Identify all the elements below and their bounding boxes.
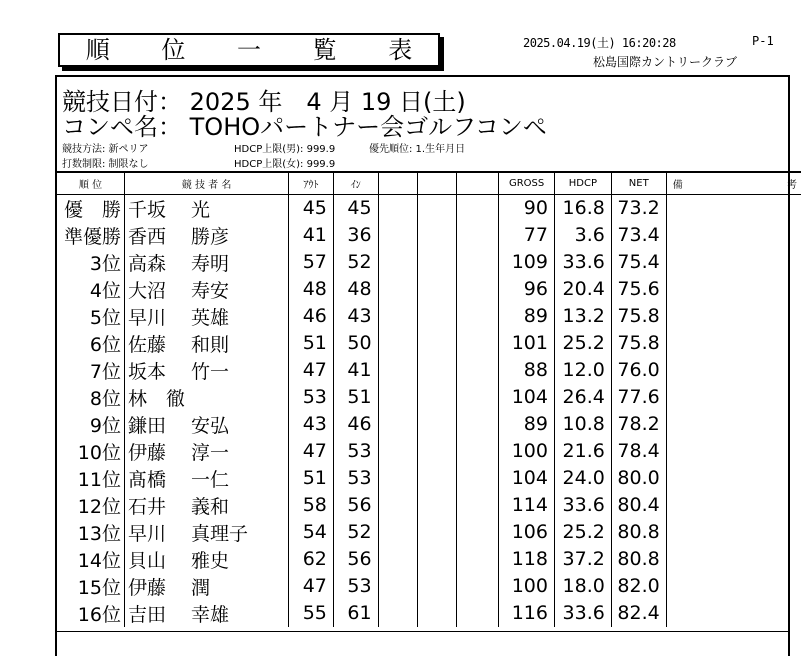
player-name-cell: 千坂 光 — [124, 194, 288, 222]
note-cell — [666, 276, 801, 303]
blank-cell — [378, 519, 417, 546]
note-cell — [666, 330, 801, 357]
out-score-cell: 47 — [289, 357, 334, 384]
col-blank-2-header — [417, 172, 456, 194]
print-datetime: 2025.04.19(土) 16:20:28 — [523, 36, 676, 50]
note-cell — [666, 222, 801, 249]
blank-cell — [457, 600, 499, 627]
player-name-cell: 坂本 竹一 — [124, 357, 288, 384]
note-cell — [666, 357, 801, 384]
col-hdcp-header: HDCP — [554, 172, 611, 194]
table-row — [57, 194, 801, 222]
rank-cell: 15位 — [77, 576, 121, 599]
blank-cell — [378, 492, 417, 519]
note-cell — [666, 249, 801, 276]
out-score-cell: 48 — [289, 276, 334, 303]
blank-cell — [417, 384, 456, 411]
col-blank-1-header — [378, 172, 417, 194]
note-cell — [666, 303, 801, 330]
out-score-cell: 58 — [289, 492, 334, 519]
hdcp-cell: 25.2 — [554, 330, 611, 357]
blank-cell — [457, 222, 499, 249]
gross-cell: 100 — [499, 438, 555, 465]
table-row — [57, 357, 801, 384]
blank-cell — [417, 573, 456, 600]
net-cell: 78.2 — [611, 411, 666, 438]
table-row — [57, 249, 801, 276]
gross-cell: 101 — [499, 330, 555, 357]
in-score-cell: 46 — [333, 411, 378, 438]
net-cell: 75.8 — [611, 303, 666, 330]
player-name-cell: 鎌田 安弘 — [124, 411, 288, 438]
blank-cell — [417, 546, 456, 573]
event-date-label: 競技日付： — [62, 88, 182, 116]
col-note-header — [666, 172, 801, 194]
blank-cell — [378, 438, 417, 465]
net-cell: 77.6 — [611, 384, 666, 411]
rank-cell: 9位 — [89, 414, 121, 437]
blank-cell — [378, 194, 417, 222]
note-cell — [666, 546, 801, 573]
rank-cell: 11位 — [77, 468, 121, 491]
blank-cell — [417, 357, 456, 384]
out-score-cell: 47 — [289, 573, 334, 600]
player-name-cell: 伊藤 潤 — [124, 573, 288, 600]
blank-cell — [417, 222, 456, 249]
out-score-cell: 51 — [289, 465, 334, 492]
col-rank-header: 順 位 — [57, 172, 124, 194]
out-score-cell: 55 — [289, 600, 334, 627]
blank-cell — [378, 330, 417, 357]
in-score-cell: 53 — [333, 438, 378, 465]
gross-cell: 116 — [499, 600, 555, 627]
hdcp-limit-female: HDCP上限(女): 999.9 — [234, 159, 336, 170]
hdcp-cell: 12.0 — [554, 357, 611, 384]
in-score-cell: 51 — [333, 384, 378, 411]
rank-cell: 優 勝 — [63, 198, 121, 221]
gross-cell: 90 — [499, 194, 555, 222]
rank-cell: 4位 — [89, 279, 121, 302]
blank-cell — [378, 303, 417, 330]
blank-cell — [417, 438, 456, 465]
player-name-cell: 吉田 幸雄 — [124, 600, 288, 627]
blank-cell — [417, 411, 456, 438]
in-score-cell: 53 — [333, 465, 378, 492]
blank-cell — [457, 384, 499, 411]
event-name-value: TOHOパートナー会ゴルフコンペ — [189, 113, 547, 141]
in-score-cell: 56 — [333, 492, 378, 519]
gross-cell: 77 — [499, 222, 555, 249]
out-score-cell: 41 — [289, 222, 334, 249]
gross-cell: 104 — [499, 384, 555, 411]
note-header-left: 備 — [672, 179, 683, 191]
rank-cell: 13位 — [77, 522, 121, 545]
blank-cell — [457, 573, 499, 600]
player-name-cell: 伊藤 淳一 — [124, 438, 288, 465]
out-score-cell: 45 — [289, 194, 334, 222]
gross-cell: 100 — [499, 573, 555, 600]
blank-cell — [457, 492, 499, 519]
table-row — [57, 492, 801, 519]
hdcp-cell: 33.6 — [554, 600, 611, 627]
player-name-cell: 林 徹 — [124, 384, 288, 411]
table-row — [57, 600, 801, 627]
in-score-cell: 43 — [333, 303, 378, 330]
gross-cell: 104 — [499, 465, 555, 492]
note-cell — [666, 492, 801, 519]
col-gross-header: GROSS — [499, 172, 555, 194]
out-score-cell: 53 — [289, 384, 334, 411]
blank-cell — [457, 249, 499, 276]
rank-cell: 準優勝 — [63, 225, 121, 248]
blank-cell — [378, 222, 417, 249]
hdcp-cell: 18.0 — [554, 573, 611, 600]
player-name-cell: 髙橋 一仁 — [124, 465, 288, 492]
out-score-cell: 47 — [289, 438, 334, 465]
blank-cell — [378, 357, 417, 384]
note-cell — [666, 600, 801, 627]
note-cell — [666, 384, 801, 411]
table-header-row — [57, 172, 801, 194]
event-name-line — [62, 107, 547, 142]
page-number: P-1 — [752, 34, 774, 48]
blank-cell — [378, 600, 417, 627]
blank-cell — [417, 276, 456, 303]
note-header-right: 考 — [787, 179, 797, 191]
blank-cell — [378, 546, 417, 573]
hdcp-cell: 26.4 — [554, 384, 611, 411]
gross-cell: 89 — [499, 303, 555, 330]
competition-method: 競技方法: 新ペリア — [62, 144, 149, 155]
gross-cell: 109 — [499, 249, 555, 276]
net-cell: 80.4 — [611, 492, 666, 519]
in-score-cell: 53 — [333, 573, 378, 600]
blank-cell — [457, 438, 499, 465]
rank-cell: 10位 — [77, 441, 121, 464]
player-name-cell: 貝山 雅史 — [124, 546, 288, 573]
note-cell — [666, 519, 801, 546]
blank-cell — [378, 276, 417, 303]
blank-cell — [417, 492, 456, 519]
hdcp-cell: 10.8 — [554, 411, 611, 438]
net-cell: 75.4 — [611, 249, 666, 276]
blank-cell — [417, 465, 456, 492]
report-title-box — [58, 33, 440, 67]
net-cell: 75.6 — [611, 276, 666, 303]
in-score-cell: 36 — [333, 222, 378, 249]
rank-cell: 7位 — [89, 360, 121, 383]
blank-cell — [457, 194, 499, 222]
player-name-cell: 香西 勝彦 — [124, 222, 288, 249]
in-score-cell: 45 — [333, 194, 378, 222]
table-row — [57, 519, 801, 546]
col-out-header: ｱｳﾄ — [289, 172, 334, 194]
net-cell: 82.4 — [611, 600, 666, 627]
blank-cell — [378, 249, 417, 276]
gross-cell: 114 — [499, 492, 555, 519]
hdcp-cell: 13.2 — [554, 303, 611, 330]
player-name-cell: 早川 英雄 — [124, 303, 288, 330]
net-cell: 82.0 — [611, 573, 666, 600]
blank-cell — [378, 411, 417, 438]
net-cell: 73.4 — [611, 222, 666, 249]
net-cell: 75.8 — [611, 330, 666, 357]
blank-cell — [457, 276, 499, 303]
hdcp-cell: 16.8 — [554, 194, 611, 222]
out-score-cell: 51 — [289, 330, 334, 357]
results-table — [57, 171, 801, 627]
col-name-header: 競 技 者 名 — [124, 172, 288, 194]
gross-cell: 118 — [499, 546, 555, 573]
rank-cell: 5位 — [89, 306, 121, 329]
in-score-cell: 48 — [333, 276, 378, 303]
in-score-cell: 50 — [333, 330, 378, 357]
player-name-cell: 高森 寿明 — [124, 249, 288, 276]
net-cell: 80.8 — [611, 519, 666, 546]
blank-cell — [417, 303, 456, 330]
in-score-cell: 56 — [333, 546, 378, 573]
rank-cell: 3位 — [89, 252, 121, 275]
blank-cell — [457, 411, 499, 438]
blank-cell — [457, 303, 499, 330]
blank-cell — [457, 357, 499, 384]
rank-cell: 16位 — [77, 603, 121, 626]
col-blank-3-header — [457, 172, 499, 194]
out-score-cell: 62 — [289, 546, 334, 573]
gross-cell: 88 — [499, 357, 555, 384]
player-name-cell: 佐藤 和則 — [124, 330, 288, 357]
blank-cell — [417, 330, 456, 357]
out-score-cell: 57 — [289, 249, 334, 276]
blank-cell — [378, 384, 417, 411]
col-net-header: NET — [611, 172, 666, 194]
table-row — [57, 573, 801, 600]
gross-cell: 96 — [499, 276, 555, 303]
table-row — [57, 303, 801, 330]
player-name-cell: 大沼 寿安 — [124, 276, 288, 303]
event-name-label: コンペ名： — [62, 113, 182, 141]
blank-cell — [417, 249, 456, 276]
out-score-cell: 54 — [289, 519, 334, 546]
report-title: 順 位 一 覧 表 — [85, 36, 435, 64]
table-row — [57, 546, 801, 573]
blank-cell — [457, 465, 499, 492]
table-row — [57, 438, 801, 465]
blank-cell — [378, 573, 417, 600]
hdcp-cell: 20.4 — [554, 276, 611, 303]
rank-cell: 8位 — [89, 387, 121, 410]
priority-order: 優先順位: 1.生年月日 — [369, 144, 466, 155]
hdcp-cell: 24.0 — [554, 465, 611, 492]
club-name: 松島国際カントリークラブ — [593, 55, 738, 69]
table-row — [57, 411, 801, 438]
hdcp-cell: 37.2 — [554, 546, 611, 573]
table-row — [57, 330, 801, 357]
blank-cell — [417, 194, 456, 222]
net-cell: 80.8 — [611, 546, 666, 573]
stroke-limit: 打数制限: 制限なし — [62, 159, 149, 170]
hdcp-cell: 3.6 — [554, 222, 611, 249]
in-score-cell: 61 — [333, 600, 378, 627]
rank-cell: 12位 — [77, 495, 121, 518]
in-score-cell: 52 — [333, 519, 378, 546]
net-cell: 78.4 — [611, 438, 666, 465]
hdcp-limit-male: HDCP上限(男): 999.9 — [234, 144, 336, 155]
hdcp-cell: 33.6 — [554, 249, 611, 276]
note-cell — [666, 438, 801, 465]
blank-cell — [457, 330, 499, 357]
note-cell — [666, 465, 801, 492]
rank-cell: 14位 — [77, 549, 121, 572]
player-name-cell: 石井 義和 — [124, 492, 288, 519]
blank-cell — [417, 600, 456, 627]
event-date-value: 2025 年 4 月 19 日(土) — [189, 88, 466, 116]
player-name-cell: 早川 真理子 — [124, 519, 288, 546]
rank-cell: 6位 — [89, 333, 121, 356]
col-in-header: ｲﾝ — [333, 172, 378, 194]
net-cell: 76.0 — [611, 357, 666, 384]
hdcp-cell: 25.2 — [554, 519, 611, 546]
in-score-cell: 41 — [333, 357, 378, 384]
in-score-cell: 52 — [333, 249, 378, 276]
hdcp-cell: 33.6 — [554, 492, 611, 519]
net-cell: 80.0 — [611, 465, 666, 492]
table-row — [57, 465, 801, 492]
blank-cell — [417, 519, 456, 546]
gross-cell: 106 — [499, 519, 555, 546]
note-cell — [666, 411, 801, 438]
blank-cell — [378, 465, 417, 492]
table-row — [57, 276, 801, 303]
table-bottom-rule — [57, 631, 788, 632]
table-row — [57, 222, 801, 249]
table-row — [57, 384, 801, 411]
note-cell — [666, 573, 801, 600]
hdcp-cell: 21.6 — [554, 438, 611, 465]
net-cell: 73.2 — [611, 194, 666, 222]
blank-cell — [457, 519, 499, 546]
blank-cell — [457, 546, 499, 573]
out-score-cell: 46 — [289, 303, 334, 330]
note-cell — [666, 194, 801, 222]
out-score-cell: 43 — [289, 411, 334, 438]
gross-cell: 89 — [499, 411, 555, 438]
